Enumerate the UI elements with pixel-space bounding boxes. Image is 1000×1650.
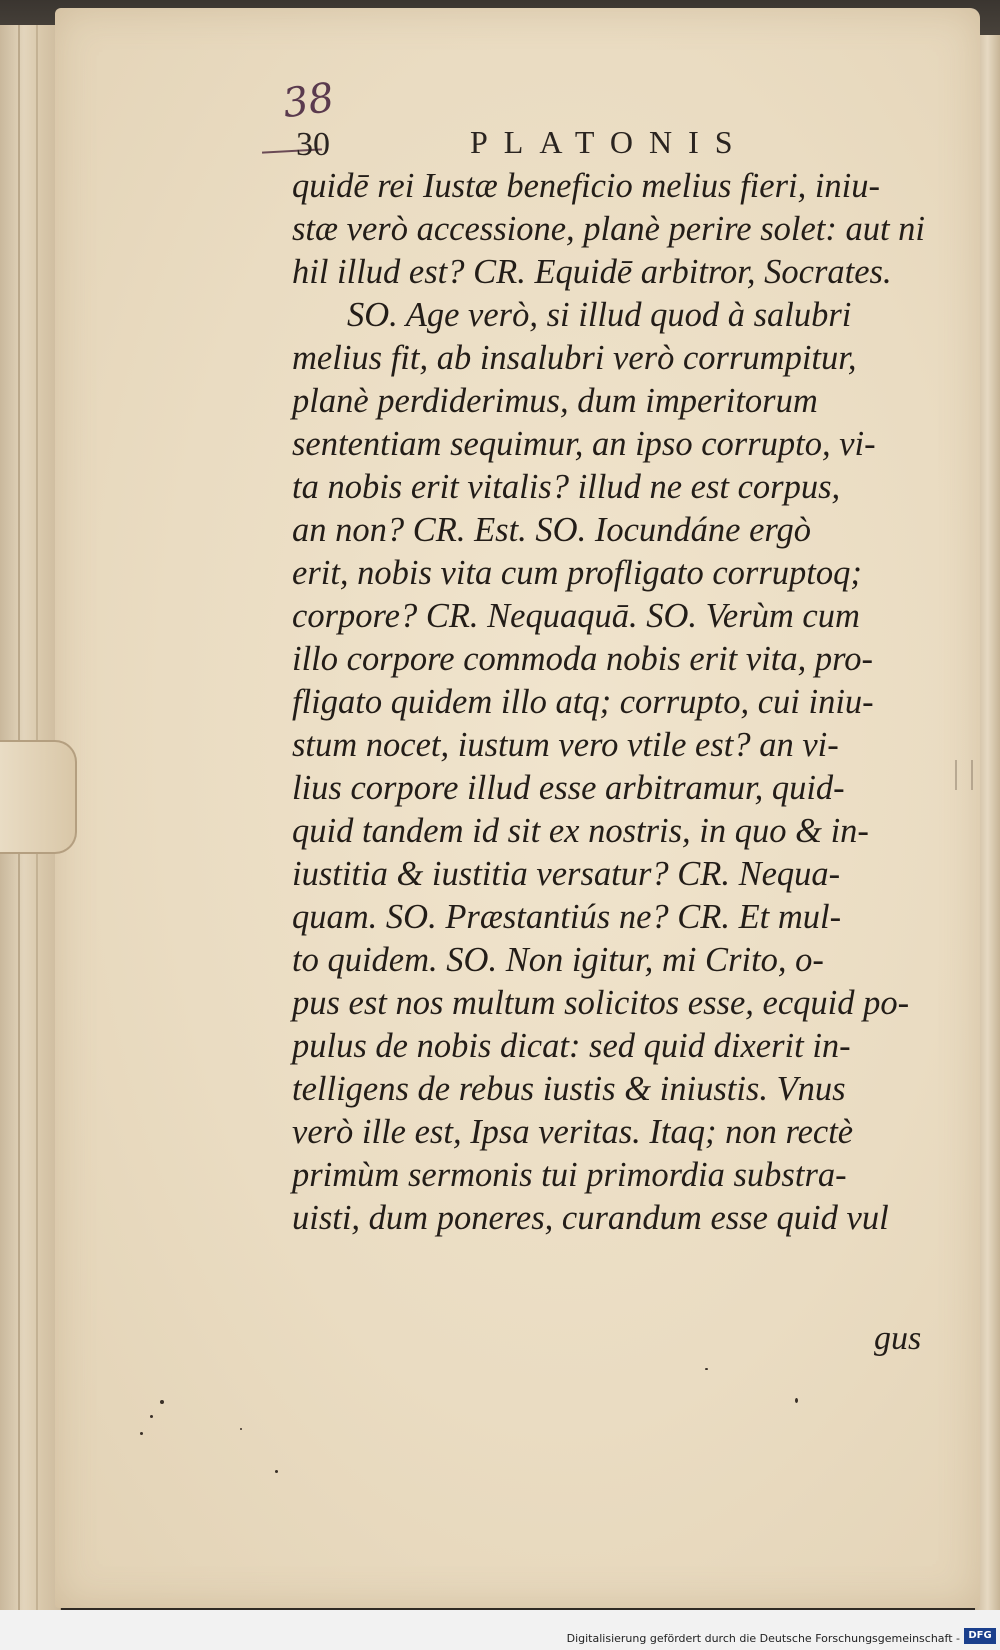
ink-speck <box>795 1398 798 1403</box>
text-line: quidē rei Iustæ beneficio melius fieri, iniu- <box>292 167 880 205</box>
dfg-logo: DFG <box>964 1628 996 1644</box>
text-line: stum nocet, iustum vero vtile est? an vi- <box>292 726 839 764</box>
page-tab <box>0 740 77 854</box>
text-line: illo corpore commoda nobis erit vita, pro- <box>292 640 874 678</box>
page-number: 30 <box>296 126 330 163</box>
text-line: iustitia & iustitia versatur? CR. Nequa- <box>292 855 841 893</box>
text-line: to quidem. SO. Non igitur, mi Crito, o- <box>292 941 824 979</box>
ink-speck <box>705 1368 708 1370</box>
text-line: telligens de rebus iustis & iniustis. Vnus <box>292 1070 846 1108</box>
ink-speck <box>275 1470 278 1473</box>
text-line: verò ille est, Ipsa veritas. Itaq; non rectè <box>292 1113 854 1151</box>
running-head: PLATONIS <box>470 124 749 160</box>
text-line: erit, nobis vita cum profligato corruptoq; <box>292 554 862 592</box>
footer-credit: Digitalisierung gefördert durch die Deutsche Forschungsgemeinschaft - <box>566 1632 960 1645</box>
text-line: pus est nos multum solicitos esse, ecquid po- <box>292 984 910 1022</box>
text-line: stæ verò accessione, planè perire solet: aut ni <box>292 210 926 248</box>
text-line: ta nobis erit vitalis? illud ne est corpus, <box>292 468 841 506</box>
text-line: planè perdiderimus, dum imperitorum <box>292 382 818 420</box>
catchword: gus <box>874 1320 922 1357</box>
text-line: sententiam sequimur, an ipso corrupto, vi- <box>292 425 876 463</box>
text-line: quid tandem id sit ex nostris, in quo & in- <box>292 812 869 850</box>
ink-speck <box>160 1400 164 1404</box>
text-line: corpore? CR. Nequaquā. SO. Verùm cum <box>292 597 860 635</box>
handwritten-page-number: 38 <box>280 74 337 128</box>
text-line: melius fit, ab insalubri verò corrumpitur, <box>292 339 857 377</box>
ink-speck <box>240 1428 242 1430</box>
text-line: primùm sermonis tui primordia substra- <box>292 1156 847 1194</box>
body-text <box>292 165 942 1240</box>
text-line: pulus de nobis dicat: sed quid dixerit in- <box>292 1027 851 1065</box>
text-line: quam. SO. Præstantiús ne? CR. Et mul- <box>292 898 842 936</box>
text-line: hil illud est? CR. Equidē arbitror, Socrates. <box>292 253 892 291</box>
margin-mark <box>955 760 973 790</box>
text-line: an non? CR. Est. SO. Iocundáne ergò <box>292 511 812 549</box>
ink-speck <box>140 1432 143 1435</box>
text-line: lius corpore illud esse arbitramur, quid- <box>292 769 845 807</box>
text-line: fligato quidem illo atq; corrupto, cui iniu- <box>292 683 874 721</box>
text-line: SO. Age verò, si illud quod à salubri <box>347 296 852 334</box>
ink-speck <box>150 1415 153 1418</box>
text-line: uisti, dum poneres, curandum esse quid vul <box>292 1199 889 1237</box>
